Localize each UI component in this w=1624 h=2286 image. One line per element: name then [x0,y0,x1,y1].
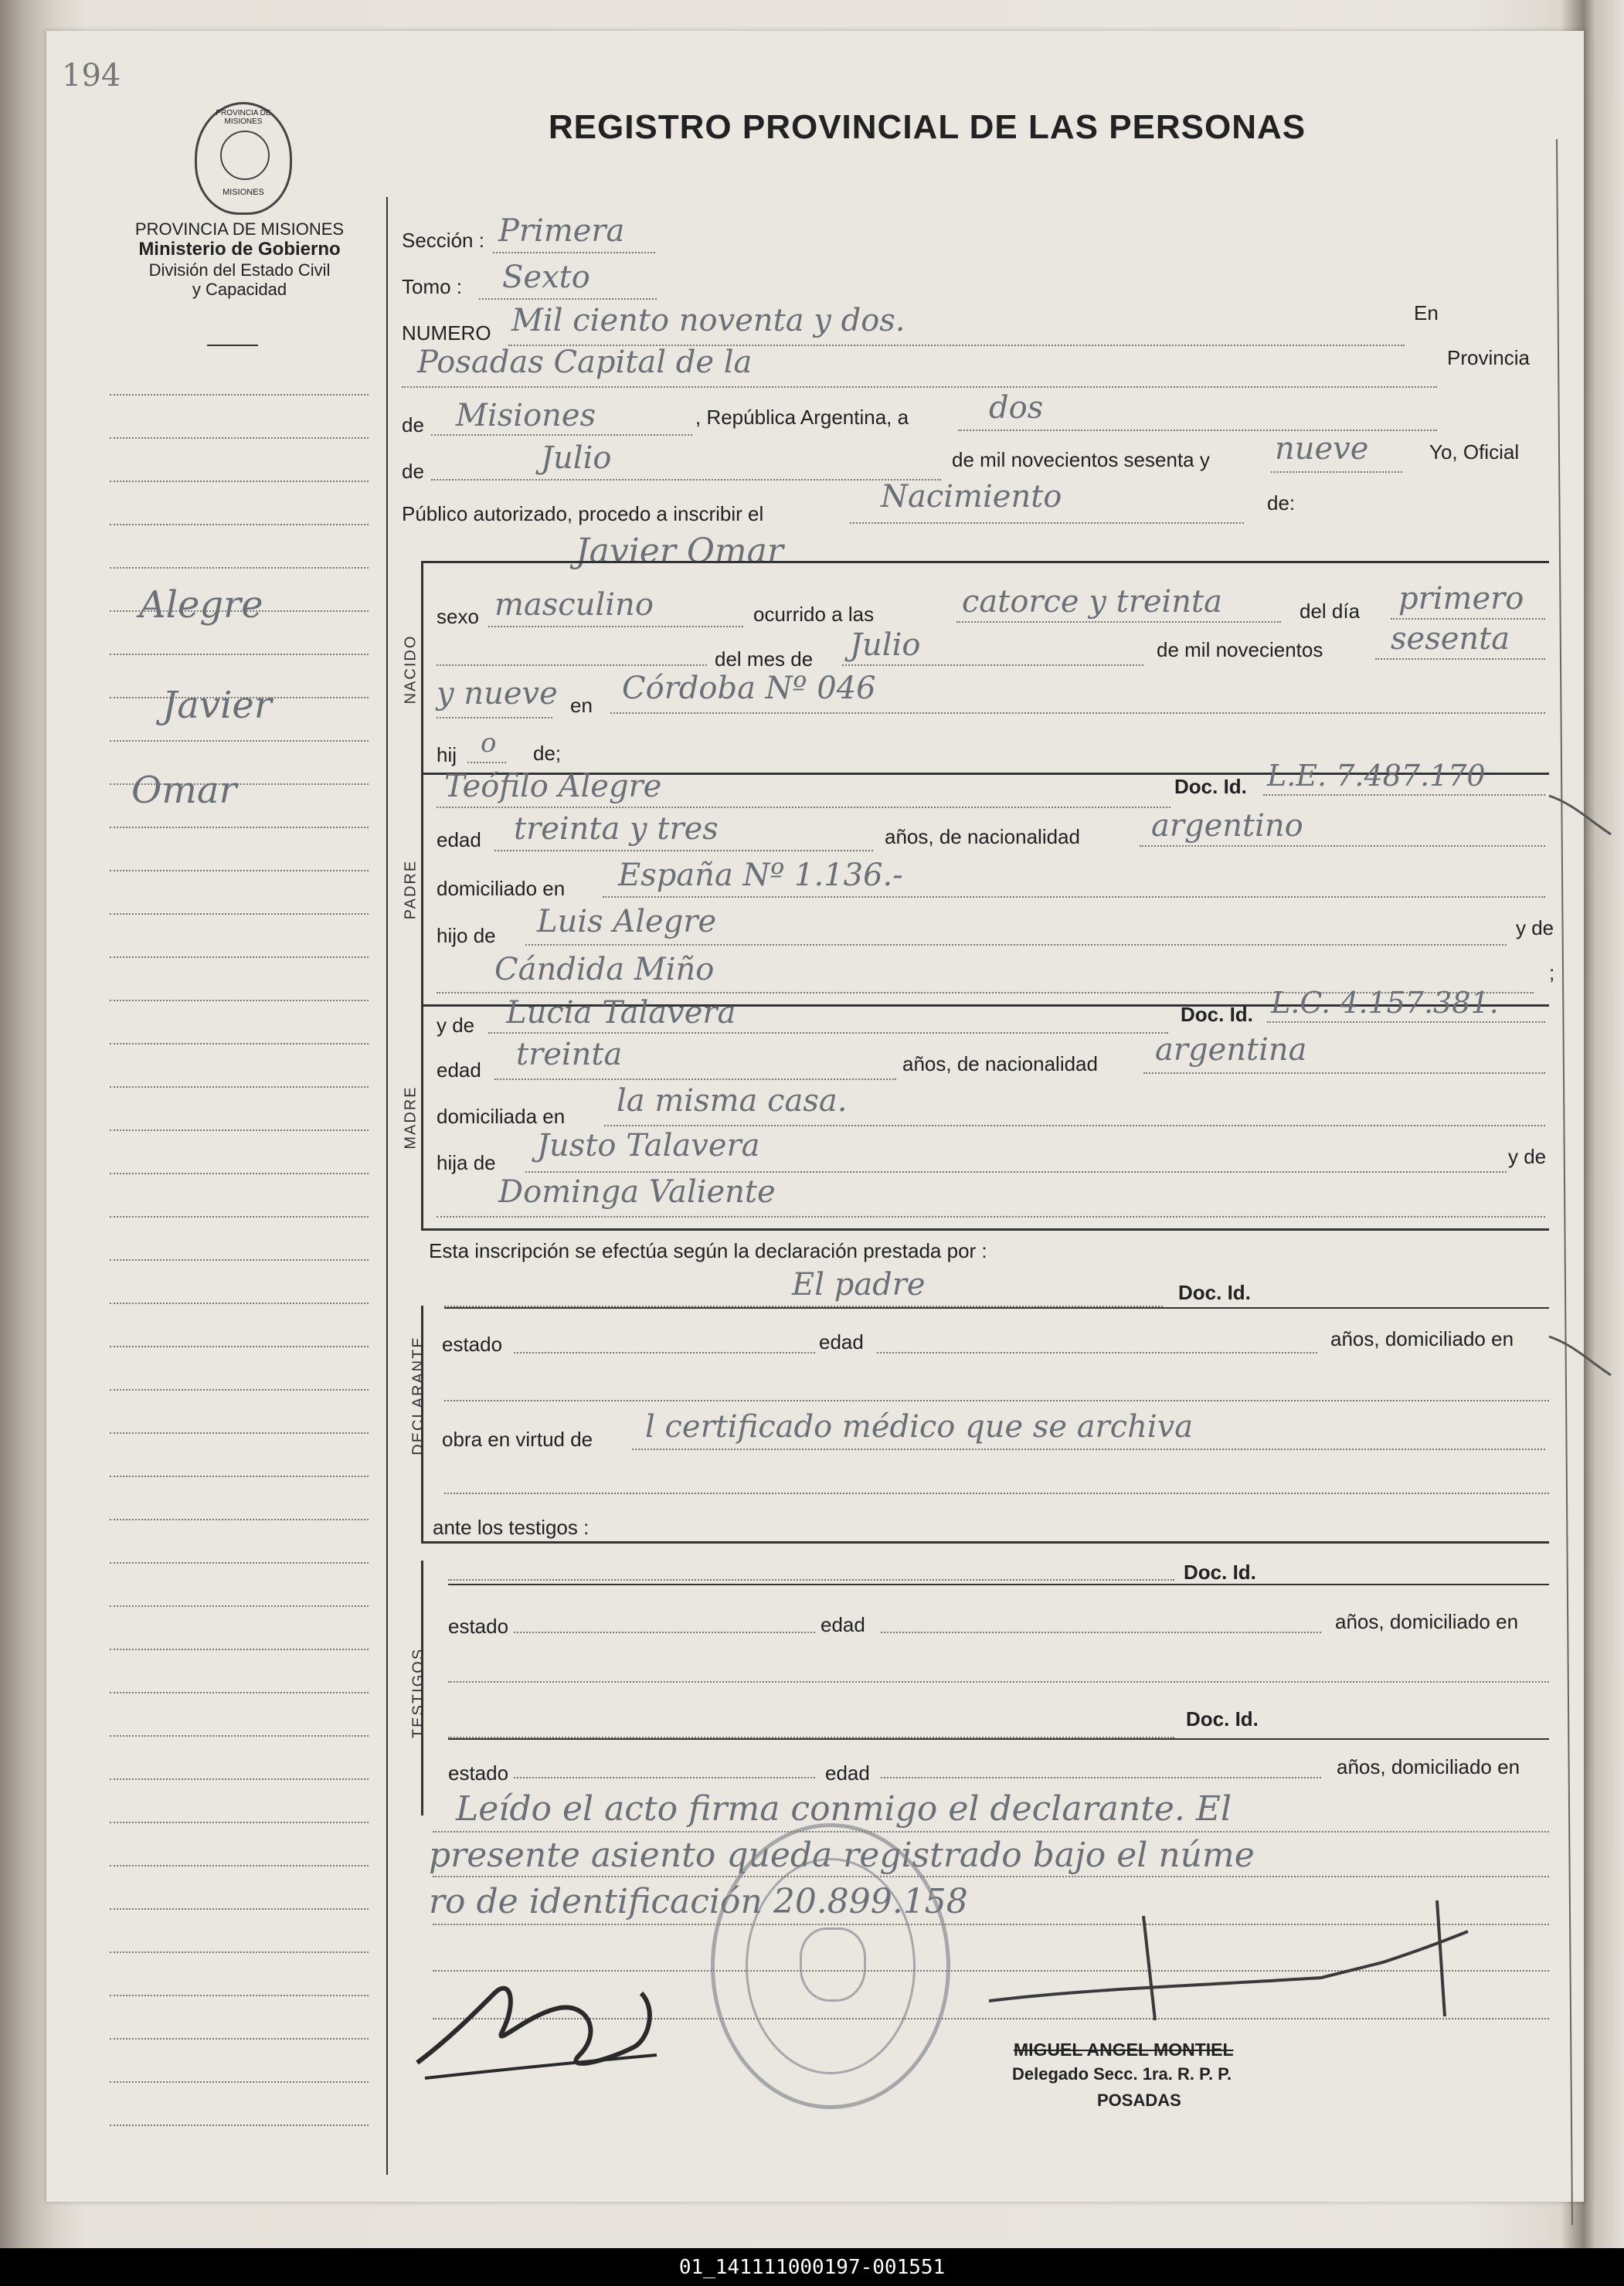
margin-note-name1: Javier [162,684,272,727]
capacity-line: y Capacidad [192,280,287,300]
margin-line [110,1735,369,1737]
testigo2-edad-label: edad [825,1761,870,1785]
padre-nac-value: argentino [1151,808,1303,844]
madre-dom-label: domiciliada en [437,1105,566,1128]
republica-label: , República Argentina, a [695,406,909,429]
margin-line [110,2038,369,2040]
yo-oficial-label: Yo, Oficial [1429,440,1520,464]
margin-line [110,1259,369,1261]
margin-line [110,524,369,525]
madre-hija-de-label: hija de [437,1151,496,1174]
padre-nac-label: años, de nacionalidad [885,825,1080,848]
margin-line [110,1432,369,1434]
madre-dom-value: la misma casa. [617,1083,848,1119]
madre-edad-label: edad [437,1058,481,1082]
ministry-line: Ministerio de Gobierno [138,239,341,260]
anio-nac2-value: y nueve [437,676,558,712]
margin-line [110,1303,369,1304]
hora-value: catorce y treinta [962,584,1222,620]
margin-line [110,1605,369,1607]
page-number: 194 [62,58,121,93]
de-mil-label: de mil novecientos sesenta y [952,448,1210,471]
official-title: Delegado Secc. 1ra. R. P. P. [1012,2064,1232,2084]
inscripcion-label: Esta inscripción se efectúa según la declaración prestada por : [429,1239,987,1262]
margin-line [110,2125,369,2126]
lugar-nac-value: Córdoba Nº 046 [622,671,876,706]
anio-value: nueve [1275,431,1369,467]
tomo-value: Sexto [502,260,590,295]
padre-doc-label: Doc. Id. [1174,775,1247,798]
dia-value: dos [989,390,1044,426]
margin-line [110,1173,369,1174]
margin-line [110,1649,369,1650]
declarante-estado-label: estado [442,1333,503,1356]
padre-dom-label: domiciliado en [437,877,566,900]
hijo-sufijo-value: o [481,728,497,759]
padre-dom-value: España Nº 1.136.- [618,858,903,893]
del-mes-label: del mes de [715,647,814,671]
margin-note-surname: Alegre [139,583,263,627]
acto-value: Nacimiento [881,479,1062,515]
margin-line [110,1476,369,1477]
ocurrido-label: ocurrido a las [753,603,875,626]
margin-line [110,1519,369,1520]
sexo-label: sexo [437,605,479,628]
margin-line [110,870,369,871]
declarante-value: El padre [792,1267,926,1303]
testigo1-estado-label: estado [448,1615,509,1638]
dia-nac-value: primero [1398,581,1524,617]
nota-linea3: ro de identificación 20.899.158 [429,1882,968,1921]
padre-hijo-de-label: hijo de [437,924,496,947]
declarante-label: DECLARANTE [409,1336,427,1455]
madre-doc-label: Doc. Id. [1181,1003,1253,1026]
padre-doc-value: L.E. 7.487.170 [1267,759,1486,793]
official-signature [966,1885,1507,2040]
margin-line [110,827,369,828]
de-label: de [402,413,424,436]
seccion-label: Sección : [402,229,484,252]
madre-nombre-value: Lucia Talavera [506,995,736,1031]
crest-text: PROVINCIA DE MISIONES [216,109,271,126]
madre-edad-value: treinta [516,1037,623,1072]
testigo1-anos-label: años, domiciliado en [1335,1610,1519,1633]
madre-madre-value: Dominga Valiente [498,1174,776,1210]
madre-label: MADRE [402,1085,420,1150]
margin-line [110,1778,369,1780]
official-city: POSADAS [1097,2091,1181,2110]
margin-line [110,2081,369,2083]
division-line: División del Estado Civil [148,260,331,280]
obra-label: obra en virtud de [442,1428,593,1451]
province-line: PROVINCIA DE MISIONES [134,219,345,239]
binding-string [1541,139,1619,2225]
nacido-label: NACIDO [402,634,420,705]
ante-label: ante los testigos : [433,1516,589,1539]
margin-line [110,654,369,655]
declarante-anos-label: años, domiciliado en [1330,1327,1514,1350]
padre-nombre-value: Teófilo Alegre [444,769,662,804]
margin-line [110,1562,369,1564]
obra-value: l certificado médico que se archiva [645,1409,1194,1445]
de-mil2-label: de mil novecientos [1157,638,1323,661]
madre-y-de-label: y de [437,1014,475,1037]
margin-line [110,1000,369,1001]
madre-padre-value: Justo Talavera [537,1128,760,1163]
padre-edad-label: edad [437,828,481,851]
testigo2-estado-label: estado [448,1761,509,1785]
sexo-value: masculino [494,587,654,623]
footer-code: 01_141111000197-001551 [0,2248,1624,2286]
testigo1-edad-label: edad [820,1613,865,1636]
padre-label: PADRE [402,859,420,920]
nombre-value: Javier Omar [576,532,783,571]
margin-line [110,481,369,482]
en2-label: en [570,694,593,717]
margin-note-name2: Omar [131,769,237,812]
hijo-label: hij [437,743,457,766]
margin-line [110,1086,369,1088]
nota-linea2: presente asiento queda registrado bajo el núme [429,1836,1255,1875]
de-semi-label: de; [533,742,562,765]
tomo-label: Tomo : [402,275,463,298]
page-title: REGISTRO PROVINCIAL DE LAS PERSONAS [548,108,1306,146]
margin-line [110,1346,369,1347]
margin-line [110,913,369,915]
padre-semicolon: ; [1549,961,1555,984]
margin-line [110,567,369,569]
madre-nac-value: argentina [1155,1032,1307,1068]
official-name: MIGUEL ANGEL MONTIEL [1014,2040,1234,2060]
testigo2-doc-label: Doc. Id. [1186,1707,1259,1731]
padre-madre-value: Cándida Miño [494,952,715,987]
numero-value: Mil ciento noventa y dos. [511,303,905,338]
testigos-label: TESTIGOS [409,1647,427,1739]
madre-doc-value: L.C. 4.157.381. [1271,986,1499,1020]
margin-line [110,1129,369,1131]
crest-text-bottom: MISIONES [223,188,264,197]
provincia-value: Misiones [456,398,596,433]
testigo1-doc-label: Doc. Id. [1184,1561,1256,1584]
madre-nac-label: años, de nacionalidad [902,1052,1098,1075]
publico-label: Público autorizado, procedo a inscribir el [402,502,764,525]
madre-y-de-label2: y de [1508,1145,1547,1168]
declarante-edad-label: edad [819,1330,864,1354]
margin-line [110,1951,369,1953]
margin-line [110,1389,369,1391]
padre-edad-value: treinta y tres [514,811,719,847]
seccion-value: Primera [498,213,625,249]
lugar-value: Posadas Capital de la [417,345,753,380]
margin-line [110,1908,369,1910]
anio-nac-value: sesenta [1391,621,1510,657]
crest-icon [195,102,292,215]
margin-line [110,1043,369,1044]
testigo2-anos-label: años, domiciliado en [1337,1755,1520,1778]
declarant-signature [402,1947,680,2101]
margin-line [110,1822,369,1823]
margin-line [110,1216,369,1218]
mes-nac-value: Julio [850,627,921,663]
declarante-doc-label: Doc. Id. [1178,1281,1251,1304]
margin-line [110,740,369,742]
provincia-label: Provincia [1447,346,1530,369]
padre-y-de-label: y de [1516,916,1554,939]
ministry-seal [711,1823,950,2109]
margin-line [110,394,369,396]
margin-line [110,437,369,439]
margin-line [110,1692,369,1693]
numero-label: NUMERO [402,321,491,345]
nota-linea1: Leído el acto firma conmigo el declarante. El [456,1789,1232,1829]
margin-line [110,1995,369,1996]
de2-label: de [402,460,424,483]
padre-padre-value: Luis Alegre [537,904,717,939]
de-colon-label: de: [1267,491,1296,515]
en-label: En [1414,301,1439,324]
mes-value: Julio [541,440,612,476]
left-header [93,219,386,299]
del-dia-label: del día [1300,600,1361,623]
margin-line [110,956,369,958]
margin-line [110,1865,369,1867]
